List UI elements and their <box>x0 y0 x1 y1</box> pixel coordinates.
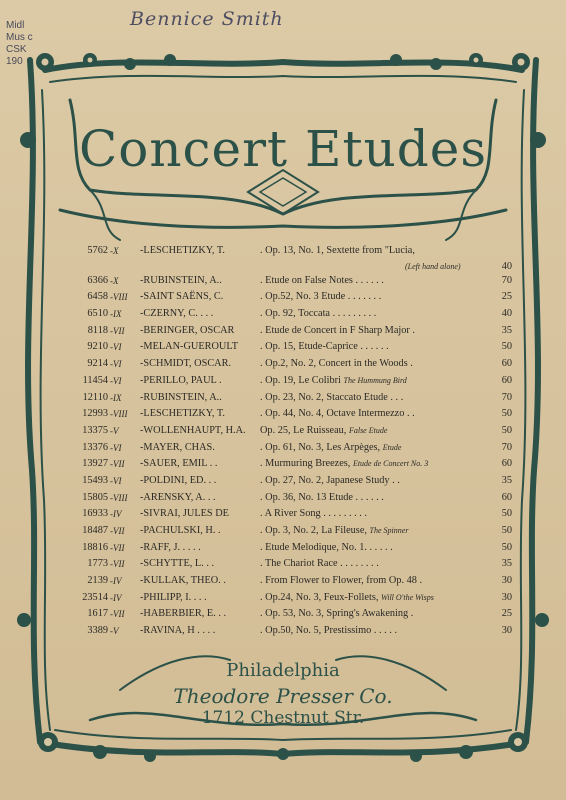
catalog-number: 16933 <box>82 508 108 520</box>
price: 50 <box>501 341 512 353</box>
catalog-row <box>40 243 526 260</box>
catalog-row <box>40 506 526 523</box>
composer: -MELAN-GUEROULT <box>140 341 239 353</box>
price: 25 <box>501 291 512 303</box>
price: 50 <box>501 525 512 536</box>
work-title-text: Op. 25, Le Ruisseau, <box>260 424 347 436</box>
price: 40 <box>501 308 512 320</box>
price: 35 <box>501 474 512 486</box>
grade-level: -VI <box>110 442 122 453</box>
catalog-number: 2139 <box>87 575 108 587</box>
work-title <box>260 590 434 607</box>
grade-level: -VII <box>110 542 125 553</box>
grade-level: -VII <box>110 559 125 570</box>
grade-level: -VII <box>110 526 125 536</box>
price: 60 <box>501 491 512 503</box>
catalog-row <box>40 606 526 623</box>
catalog-number: 13376 <box>82 441 108 453</box>
composer: -PERILLO, PAUL . <box>140 374 222 386</box>
work-title: . Op. 27, No. 2, Japanese Study . . <box>260 474 400 486</box>
work-subtitle: The Spinner <box>369 526 409 535</box>
catalog-number: 18816 <box>82 541 108 553</box>
work-title-text: . Murmuring Breezes, <box>260 458 351 470</box>
catalog-number: 1617 <box>87 608 108 620</box>
grade-level: -VI <box>110 359 122 370</box>
etude-catalog-list <box>40 243 526 640</box>
work-title: . Etude on False Notes . . . . . . <box>260 274 384 286</box>
catalog-number: 5762 <box>87 245 108 256</box>
composer: -KULLAK, THEO. . <box>140 575 226 587</box>
composer: -SIVRAI, JULES DE <box>140 508 229 520</box>
catalog-number: 1773 <box>87 558 108 570</box>
grade-level: -X <box>110 275 119 286</box>
price: 35 <box>501 324 512 336</box>
grade-level: -IV <box>110 509 122 520</box>
composer: -CZERNY, C. . . . <box>140 308 214 320</box>
work-title <box>260 440 401 457</box>
work-title: . A River Song . . . . . . . . . <box>260 508 367 520</box>
catalog-row <box>40 490 526 507</box>
work-title: . Etude de Concert in F Sharp Major . <box>260 324 415 336</box>
catalog-number: 18487 <box>82 525 108 536</box>
catalog-row <box>40 573 526 590</box>
work-title <box>260 523 408 540</box>
catalog-number: 23514 <box>82 591 108 603</box>
catalog-row <box>40 456 526 473</box>
catalog-row <box>40 406 526 423</box>
price: 25 <box>501 608 512 620</box>
work-title-text: . Op.24, No. 3, Feux-Follets, <box>260 591 379 603</box>
work-note: (Left hand alone) <box>405 261 461 271</box>
price: 60 <box>501 374 512 386</box>
catalog-number: 6366 <box>87 274 108 286</box>
work-title <box>260 373 407 390</box>
work-title-text: . Op. 19, Le Colibri <box>260 374 341 386</box>
catalog-row <box>40 473 526 490</box>
work-title <box>260 456 428 473</box>
catalog-row <box>40 540 526 557</box>
catalog-row <box>40 523 526 540</box>
price: 60 <box>501 458 512 470</box>
grade-level: -VI <box>110 375 122 386</box>
price: 35 <box>501 558 512 570</box>
work-title: . Op. 92, Toccata . . . . . . . . . <box>260 308 377 320</box>
work-subtitle: Etude de Concert No. 3 <box>352 459 429 469</box>
work-title: . Op. 13, No. 1, Sextette from "Lucia, <box>260 245 415 256</box>
catalog-row <box>40 373 526 390</box>
grade-level: -VI <box>110 475 122 486</box>
grade-level: -IX <box>110 309 122 320</box>
catalog-row <box>40 323 526 340</box>
work-title-text: . Op. 61, No. 3, Les Arpèges, <box>260 441 381 453</box>
price: 30 <box>501 575 512 587</box>
work-title: . Op.2, No. 2, Concert in the Woods . <box>260 358 413 370</box>
catalog-number: 6510 <box>87 308 108 320</box>
price: 50 <box>501 541 512 553</box>
composer: -LESCHETIZKY, T. <box>140 408 225 420</box>
grade-level: -VII <box>110 459 125 470</box>
grade-level: -V <box>110 626 119 637</box>
catalog-row <box>40 289 526 306</box>
call-number-line: Mus c <box>6 32 33 43</box>
grade-level: -VIII <box>110 492 128 503</box>
catalog-number: 15493 <box>82 474 108 486</box>
price: 30 <box>501 625 512 637</box>
publisher-address: 1712 Chestnut Str. <box>201 708 365 728</box>
catalog-number: 12110 <box>82 391 108 403</box>
price: 60 <box>501 358 512 370</box>
grade-level: -VI <box>110 342 122 353</box>
price: 30 <box>501 591 512 603</box>
composer: -HABERBIER, E. . . <box>140 608 227 620</box>
work-title: . Op. 44, No. 4, Octave Intermezzo . . <box>260 408 415 420</box>
catalog-row <box>40 390 526 407</box>
composer: -SCHMIDT, OSCAR. <box>140 358 232 370</box>
catalog-number: 9214 <box>87 358 108 370</box>
price: 70 <box>501 274 512 286</box>
composer: -SCHYTTE, L. . . <box>140 558 215 570</box>
grade-level: -VII <box>110 325 125 336</box>
catalog-number: 15805 <box>82 491 108 503</box>
composer: -LESCHETIZKY, T. <box>140 245 225 256</box>
work-title <box>260 423 387 440</box>
composer: -MAYER, CHAS. <box>140 441 215 453</box>
work-title: . Op. 53, No. 3, Spring's Awakening . <box>260 608 414 620</box>
composer: -PHILIPP, I. . . . <box>140 591 207 603</box>
grade-level: -VIII <box>110 292 128 303</box>
work-title: . Etude Melodique, No. 1. . . . . . <box>260 541 393 553</box>
catalog-number: 12993 <box>82 408 108 420</box>
composer: -SAINT SAËNS, C. <box>140 291 224 303</box>
grade-level: -IX <box>110 392 122 403</box>
catalog-row <box>40 356 526 373</box>
work-title-text: . Op. 3, No. 2, La Fileuse, <box>260 525 367 536</box>
grade-level: -X <box>110 246 119 256</box>
grade-level: -VIII <box>110 409 128 420</box>
composer: -SAUER, EMIL . . <box>140 458 218 470</box>
catalog-row <box>40 623 526 640</box>
catalog-row <box>40 440 526 457</box>
price: 70 <box>501 391 512 403</box>
publisher-name: Theodore Presser Co. <box>173 684 393 708</box>
call-number-line: 190 <box>6 56 23 67</box>
grade-level: -IV <box>110 592 122 603</box>
work-title: . Op. 15, Etude-Caprice . . . . . . <box>260 341 389 353</box>
catalog-row <box>40 306 526 323</box>
work-subtitle: False Etude <box>348 425 388 435</box>
publisher-city: Philadelphia <box>226 660 340 681</box>
work-subtitle: The Hummung Bird <box>343 375 407 385</box>
work-title: . Op.50, No. 5, Prestissimo . . . . . <box>260 625 398 637</box>
work-subtitle: Etude <box>382 442 402 452</box>
page-title: Concert Etudes <box>78 120 488 178</box>
composer: -RAVINA, H . . . . <box>140 625 216 637</box>
catalog-number: 13375 <box>82 424 108 436</box>
catalog-number: 9210 <box>87 341 108 353</box>
work-title: . From Flower to Flower, from Op. 48 . <box>260 575 423 587</box>
catalog-row-continuation <box>40 260 526 273</box>
catalog-row <box>40 273 526 290</box>
grade-level: -V <box>110 425 119 436</box>
composer: -RUBINSTEIN, A.. <box>140 391 222 403</box>
owner-signature: Bennice Smith <box>130 8 284 30</box>
price: 50 <box>501 508 512 520</box>
work-title: . Op. 36, No. 13 Etude . . . . . . <box>260 491 384 503</box>
composer: -PACHULSKI, H. . <box>140 525 221 536</box>
work-title: . The Chariot Race . . . . . . . . <box>260 558 379 570</box>
catalog-number: 3389 <box>87 625 108 637</box>
catalog-row <box>40 590 526 607</box>
composer: -ARENSKY, A. . . <box>140 491 216 503</box>
composer: -BERINGER, OSCAR <box>140 324 235 336</box>
catalog-row <box>40 423 526 440</box>
call-number-line: Midl <box>6 20 25 31</box>
work-subtitle: Will O'the Wisps <box>381 592 434 602</box>
catalog-row <box>40 556 526 573</box>
price: 40 <box>501 260 512 272</box>
composer: -RUBINSTEIN, A.. <box>140 274 222 286</box>
price: 70 <box>501 441 512 453</box>
composer: -WOLLENHAUPT, H.A. <box>140 424 246 436</box>
grade-level: -IV <box>110 576 122 587</box>
library-call-number <box>6 20 36 68</box>
catalog-number: 13927 <box>82 458 108 470</box>
price: 50 <box>501 424 512 436</box>
work-title: . Op.52, No. 3 Etude . . . . . . . <box>260 291 382 303</box>
catalog-number: 11454 <box>82 374 108 386</box>
catalog-number: 6458 <box>87 291 108 303</box>
catalog-number: 8118 <box>87 324 108 336</box>
work-title: . Op. 23, No. 2, Staccato Etude . . . <box>260 391 404 403</box>
composer: -RAFF, J. . . . . <box>140 541 201 553</box>
catalog-row <box>40 339 526 356</box>
grade-level: -VII <box>110 609 125 620</box>
call-number-line: CSK <box>6 44 27 55</box>
price: 50 <box>501 408 512 420</box>
composer: -POLDINI, ED. . . <box>140 474 217 486</box>
